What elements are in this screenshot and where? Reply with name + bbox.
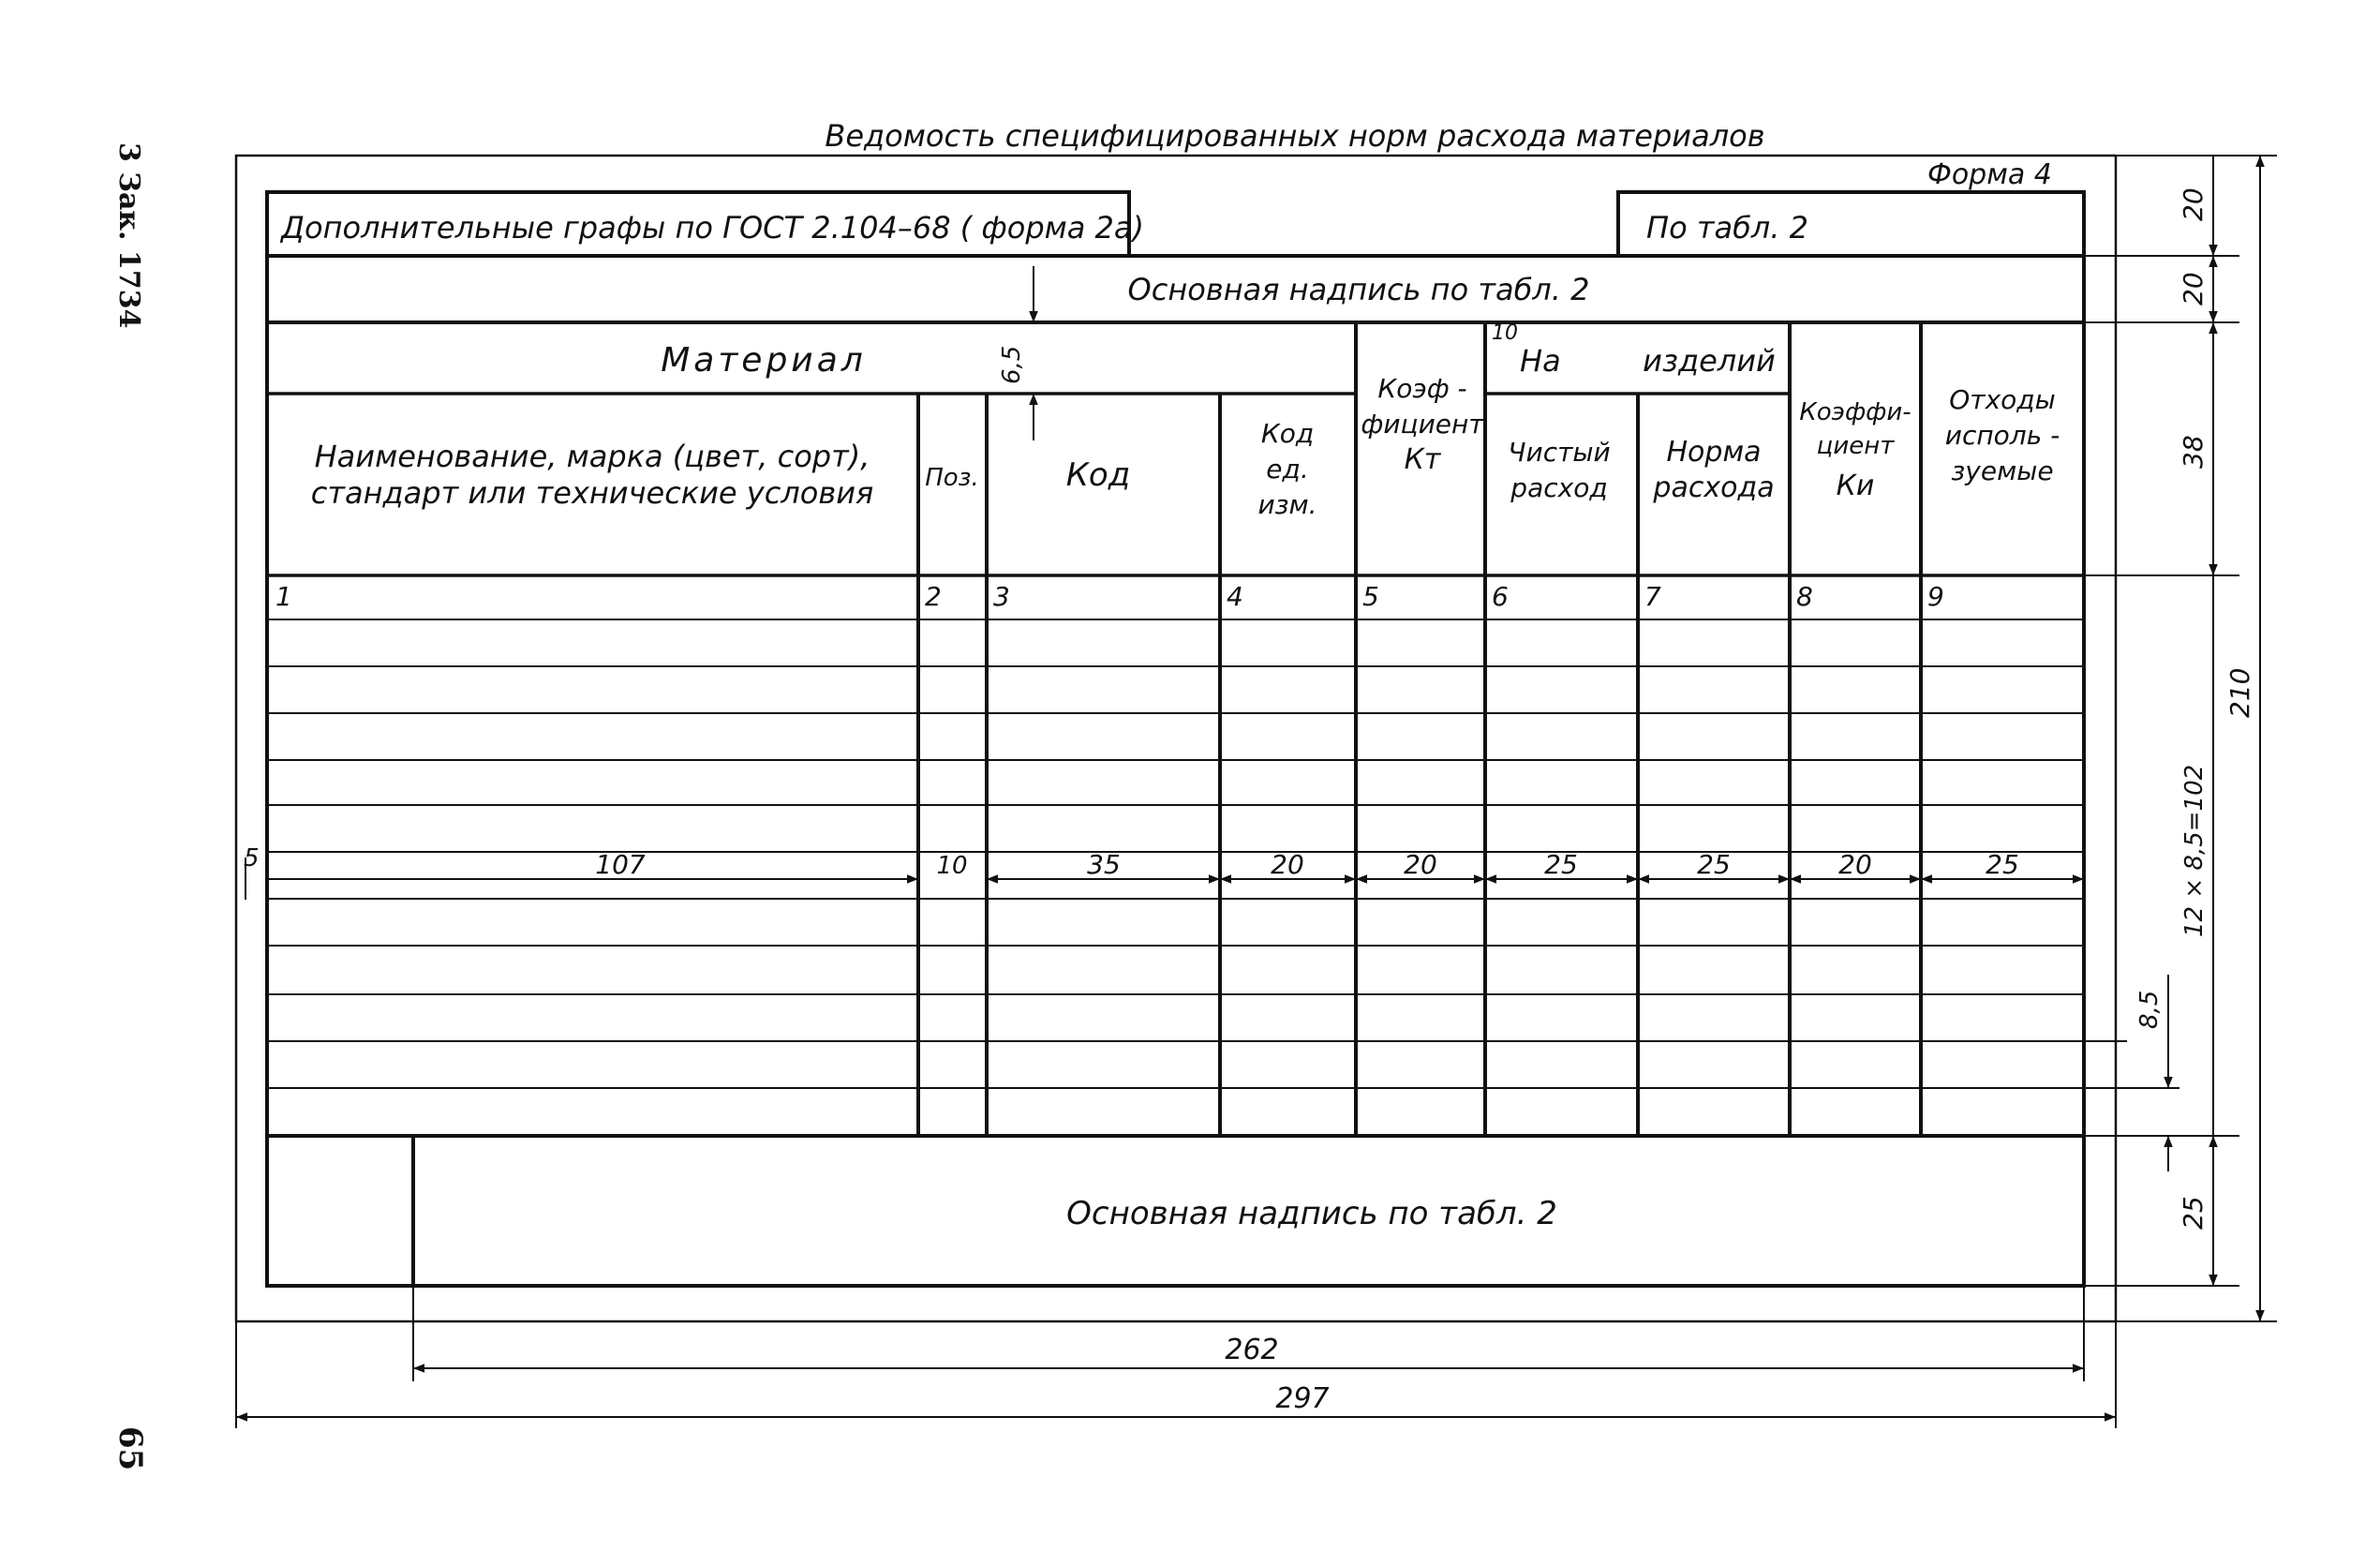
ki-header-line2: циент: [1816, 432, 1895, 460]
dim-inner-width: 262: [1225, 1334, 1279, 1366]
dim-gap: 6,5: [998, 345, 1026, 384]
norm-header-line1: Норма: [1666, 436, 1762, 469]
main-inscription-bottom: Основная надпись по табл. 2: [1066, 1195, 1557, 1232]
dim-col-7: 25: [1697, 849, 1731, 880]
dim-inscription-strip: 20: [2178, 272, 2209, 306]
kt-header-line2: фициент: [1361, 409, 1484, 440]
kt-header-line1: Коэф -: [1377, 373, 1467, 404]
dim-header-strip: 20: [2178, 187, 2209, 221]
col-num-7: 7: [1644, 581, 1661, 612]
kt-header-line3: Кт: [1404, 443, 1441, 476]
material-header: Материал: [661, 341, 867, 380]
col-num-3: 3: [993, 581, 1010, 612]
dim-col-8: 20: [1838, 849, 1872, 880]
dim-col-1: 107: [595, 849, 646, 880]
ki-header-line3: Ки: [1836, 470, 1875, 502]
code-header: Код: [1065, 456, 1131, 494]
main-inscription-top: Основная надпись по табл. 2: [1127, 272, 1590, 307]
col-num-8: 8: [1796, 581, 1813, 612]
col-num-4: 4: [1227, 581, 1243, 612]
waste-header-line2: исполь -: [1944, 420, 2060, 451]
per-header-word: На: [1520, 343, 1561, 379]
additional-columns-label: Дополнительные графы по ГОСТ 2.104–68 ( форма 2а): [281, 210, 1144, 246]
page-number: 65: [112, 1426, 149, 1471]
page-title: Ведомость специфицированных норм расхода материалов: [825, 118, 1765, 154]
dim-col-9: 25: [1986, 849, 2019, 880]
right-extension-lines: [2084, 156, 2277, 1321]
dim-col-5: 20: [1404, 849, 1437, 880]
col-num-1: 1: [275, 581, 292, 612]
name-header-line1: Наименование, марка (цвет, сорт),: [314, 439, 870, 474]
net-header-line1: Чистый: [1508, 437, 1611, 468]
dim-total-width: 297: [1275, 1382, 1330, 1415]
pos-header: Поз.: [925, 464, 979, 492]
per-header-prefix: 10: [1492, 321, 1518, 345]
right-dimension-lines: [2168, 156, 2260, 1321]
unit-header-line3: изм.: [1257, 489, 1317, 520]
waste-header-line3: зуемые: [1951, 455, 2054, 486]
unit-header-line1: Код: [1260, 418, 1315, 449]
col-num-6: 6: [1492, 581, 1509, 612]
norm-header-line2: расхода: [1653, 471, 1775, 504]
col-num-9: 9: [1927, 581, 1944, 612]
dim-col-6: 25: [1544, 849, 1578, 880]
dim-col-3: 35: [1087, 849, 1121, 880]
dim-indent: 5: [244, 844, 260, 872]
dim-rows-height: 12 × 8,5=102: [2180, 764, 2209, 937]
unit-header-line2: ед.: [1266, 454, 1309, 485]
dim-col-4: 20: [1271, 849, 1304, 880]
row-lines: [267, 619, 2179, 1088]
dim-col-2: 10: [936, 852, 968, 880]
column-width-dimensions: [245, 858, 2084, 900]
per-header-items: изделий: [1643, 343, 1776, 379]
ki-header-line1: Коэффи-: [1799, 398, 1911, 426]
bottom-dimension-lines: [236, 1286, 2116, 1428]
col-num-5: 5: [1362, 581, 1379, 612]
outer-frame: [236, 156, 2116, 1321]
dim-header-height: 38: [2178, 435, 2209, 469]
net-header-line2: расход: [1510, 472, 1608, 503]
waste-header-line1: Отходы: [1949, 384, 2056, 415]
dim-row-height: 8,5: [2135, 990, 2164, 1029]
dim-total-height: 210: [2224, 667, 2255, 718]
dim-footer-height: 25: [2178, 1196, 2209, 1230]
side-note: 3 Зак. 1734: [112, 142, 145, 329]
col-num-2: 2: [925, 581, 942, 612]
table-ref-label: По табл. 2: [1646, 210, 1808, 246]
form-label: Форма 4: [1927, 158, 2052, 191]
name-header-line2: стандарт или технические условия: [310, 475, 874, 511]
